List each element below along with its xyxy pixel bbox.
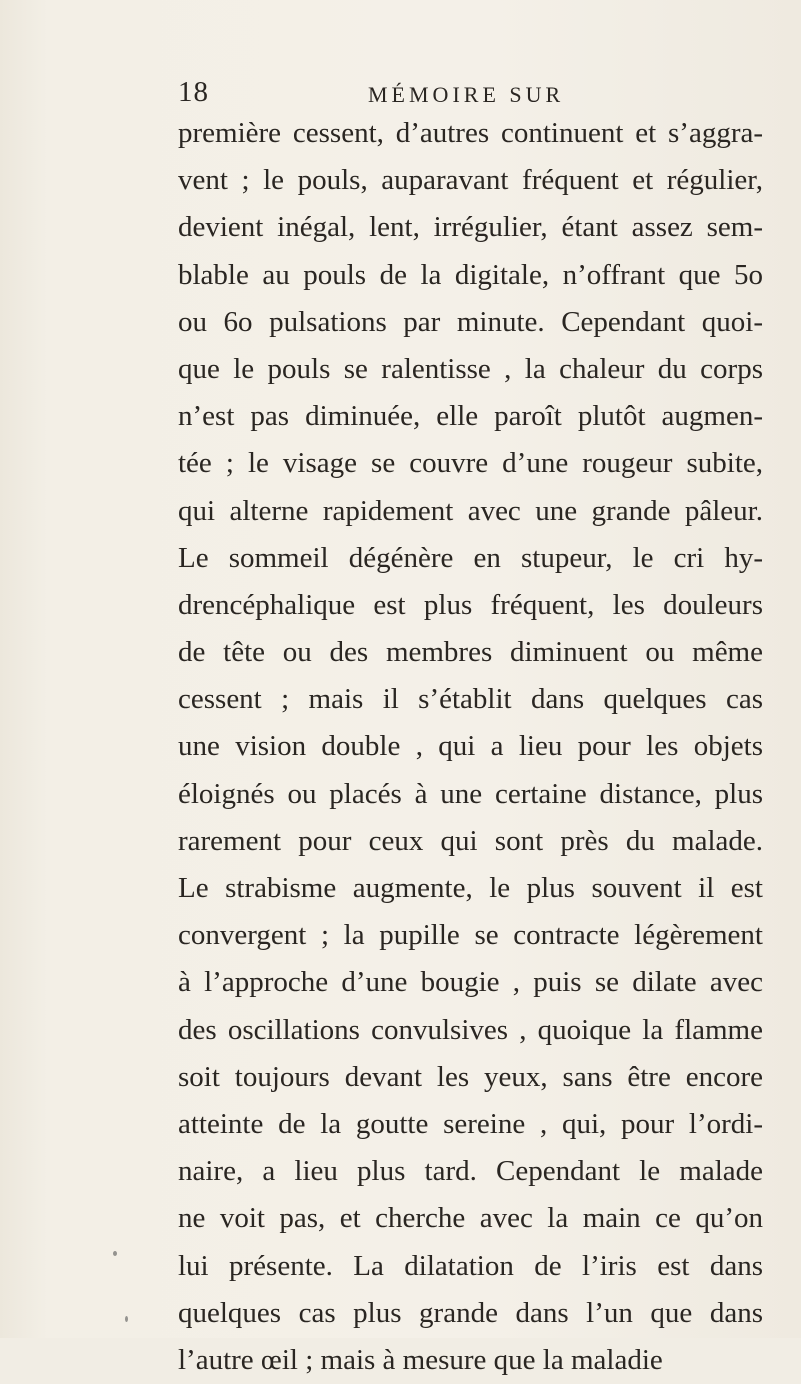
text-line: blable au pouls de la digitale, n’offrant que 5o <box>178 258 763 291</box>
text-line: rarement pour ceux qui sont près du malade. <box>178 824 763 857</box>
text-line: n’est pas diminuée, elle paroît plutôt augmen- <box>178 400 763 433</box>
text-line: qui alterne rapidement avec une grande pâleur. <box>178 494 763 527</box>
text-line: drencéphalique est plus fréquent, les douleurs <box>178 588 763 621</box>
text-line: éloignés ou placés à une certaine distance, plus <box>178 777 763 810</box>
text-line: tée ; le visage se couvre d’une rougeur subite, <box>178 447 763 480</box>
text-line: devient inégal, lent, irrégulier, étant assez sem- <box>178 211 763 244</box>
ink-speck <box>125 1316 128 1322</box>
text-line: ou 6o pulsations par minute. Cependant quoi- <box>178 305 763 338</box>
page-number: 18 <box>178 76 209 108</box>
text-line: à l’approche d’une bougie , puis se dilate avec <box>178 966 763 999</box>
text-line: quelques cas plus grande dans l’un que dans <box>178 1296 763 1329</box>
text-line: que le pouls se ralentisse , la chaleur du corps <box>178 352 763 385</box>
text-line: atteinte de la goutte sereine , qui, pour l’ordi- <box>178 1107 763 1140</box>
text-line: vent ; le pouls, auparavant fréquent et régulier, <box>178 164 763 197</box>
text-line: première cessent, d’autres continuent et s’aggra- <box>178 117 763 149</box>
text-line: de tête ou des membres diminuent ou même <box>178 636 763 669</box>
text-line: cessent ; mais il s’établit dans quelques cas <box>178 683 763 716</box>
text-line: des oscillations convulsives , quoique la flamme <box>178 1013 763 1046</box>
text-line: l’autre œil ; mais à mesure que la maladie <box>178 1343 663 1376</box>
text-line: Le sommeil dégénère en stupeur, le cri hy- <box>178 541 763 574</box>
text-line: convergent ; la pupille se contracte légèrement <box>178 919 763 952</box>
ink-speck <box>113 1251 117 1256</box>
text-line: lui présente. La dilatation de l’iris est dans <box>178 1249 763 1282</box>
text-line: Le strabisme augmente, le plus souvent il est <box>178 872 763 904</box>
body-text <box>178 110 763 1384</box>
running-head: MÉMOIRE SUR <box>368 82 565 107</box>
text-line: soit toujours devant les yeux, sans être encore <box>178 1060 763 1093</box>
text-line: naire, a lieu plus tard. Cependant le malade <box>178 1155 763 1188</box>
text-line: une vision double , qui a lieu pour les objets <box>178 730 763 763</box>
text-line: ne voit pas, et cherche avec la main ce qu’on <box>178 1202 763 1235</box>
